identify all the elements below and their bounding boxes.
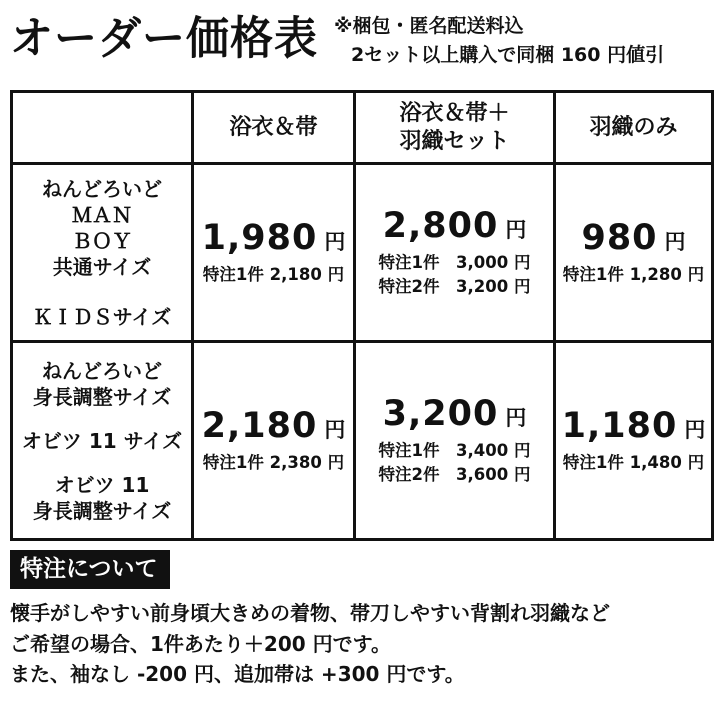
custom-price-line: 特注1件 3,000 円 (378, 253, 531, 272)
size-group (13, 472, 191, 524)
size-line: 共通サイズ (52, 254, 152, 279)
corner-cell (12, 92, 193, 164)
price-value: 3,200 (382, 394, 499, 434)
col-header-label: 浴衣＆帯＋ (399, 100, 510, 126)
col-header-label: 羽織セット (399, 128, 510, 154)
custom-order-heading: 特注について (10, 550, 170, 589)
price-cell-adjusted-set (355, 342, 555, 540)
row-label-nendoroid-common (12, 164, 193, 342)
main-price (356, 394, 553, 434)
price-value: 1,980 (201, 218, 318, 258)
size-line: オビツ 11 (54, 472, 150, 497)
price-unit: 円 (324, 418, 346, 442)
custom-note-line-2: ご希望の場合、1件あたり＋200 円です。 (10, 631, 392, 656)
col-header-haori-only (555, 92, 713, 164)
shipping-note (334, 4, 664, 70)
size-line: 身長調整サイズ (32, 384, 172, 409)
size-line: オビツ 11 サイズ (21, 428, 183, 453)
table-row (12, 342, 713, 540)
price-value: 2,800 (382, 206, 499, 246)
custom-note-line-1: 懐手がしやすい前身頃大きめの着物、帯刀しやすい背割れ羽織など (10, 601, 610, 625)
price-unit: 円 (324, 230, 346, 254)
price-unit: 円 (505, 218, 527, 242)
price-cell-adjusted-yukata-obi (193, 342, 355, 540)
size-line: ねんどろいど (42, 176, 162, 201)
size-line: ＭＡＮ (72, 202, 132, 227)
header-row (12, 92, 713, 164)
table-row (12, 164, 713, 342)
price-table (10, 90, 714, 541)
price-cell-common-haori (555, 164, 713, 342)
col-header-yukata-obi (193, 92, 355, 164)
size-group (13, 358, 191, 410)
shipping-note-line-2: 2セット以上購入で同梱 160 円値引 (351, 44, 665, 66)
price-unit: 円 (505, 406, 527, 430)
header (10, 4, 714, 70)
col-header-label: 浴衣＆帯 (229, 114, 318, 140)
col-header-label: 羽織のみ (589, 114, 678, 140)
size-line: ねんどろいど (42, 358, 162, 383)
main-price (356, 206, 553, 246)
price-value: 2,180 (201, 406, 318, 446)
custom-price-line: 特注2件 3,600 円 (378, 465, 531, 484)
size-line: 身長調整サイズ (32, 498, 172, 523)
price-value: 980 (581, 218, 658, 258)
custom-order-section (10, 550, 714, 690)
price-unit: 円 (684, 418, 706, 442)
price-cell-adjusted-haori (555, 342, 713, 540)
main-price (194, 406, 353, 446)
size-group (13, 304, 191, 330)
custom-price-line: 特注1件 2,380 円 (202, 453, 345, 472)
main-price (194, 218, 353, 258)
price-cell-common-yukata-obi (193, 164, 355, 342)
custom-price-line: 特注1件 2,180 円 (202, 265, 345, 284)
size-group (13, 176, 191, 280)
price-unit: 円 (664, 230, 686, 254)
custom-price-line: 特注1件 1,280 円 (562, 265, 705, 284)
custom-price-line: 特注1件 3,400 円 (378, 441, 531, 460)
page-title: オーダー価格表 (10, 12, 318, 65)
custom-price-line: 特注1件 1,480 円 (562, 453, 705, 472)
custom-price-line: 特注2件 3,200 円 (378, 277, 531, 296)
shipping-note-line-1: ※梱包・匿名配送料込 (334, 15, 524, 37)
main-price (556, 218, 711, 258)
price-value: 1,180 (561, 406, 678, 446)
row-label-adjusted-obitsu11 (12, 342, 193, 540)
price-cell-common-set (355, 164, 555, 342)
size-line: ＢＯＹ (72, 228, 132, 253)
size-group (13, 428, 191, 454)
custom-note-line-3: また、袖なし -200 円、追加帯は +300 円です。 (10, 662, 465, 686)
size-line: ＫＩＤＳサイズ (32, 304, 172, 329)
main-price (556, 406, 711, 446)
col-header-yukata-obi-haori-set (355, 92, 555, 164)
